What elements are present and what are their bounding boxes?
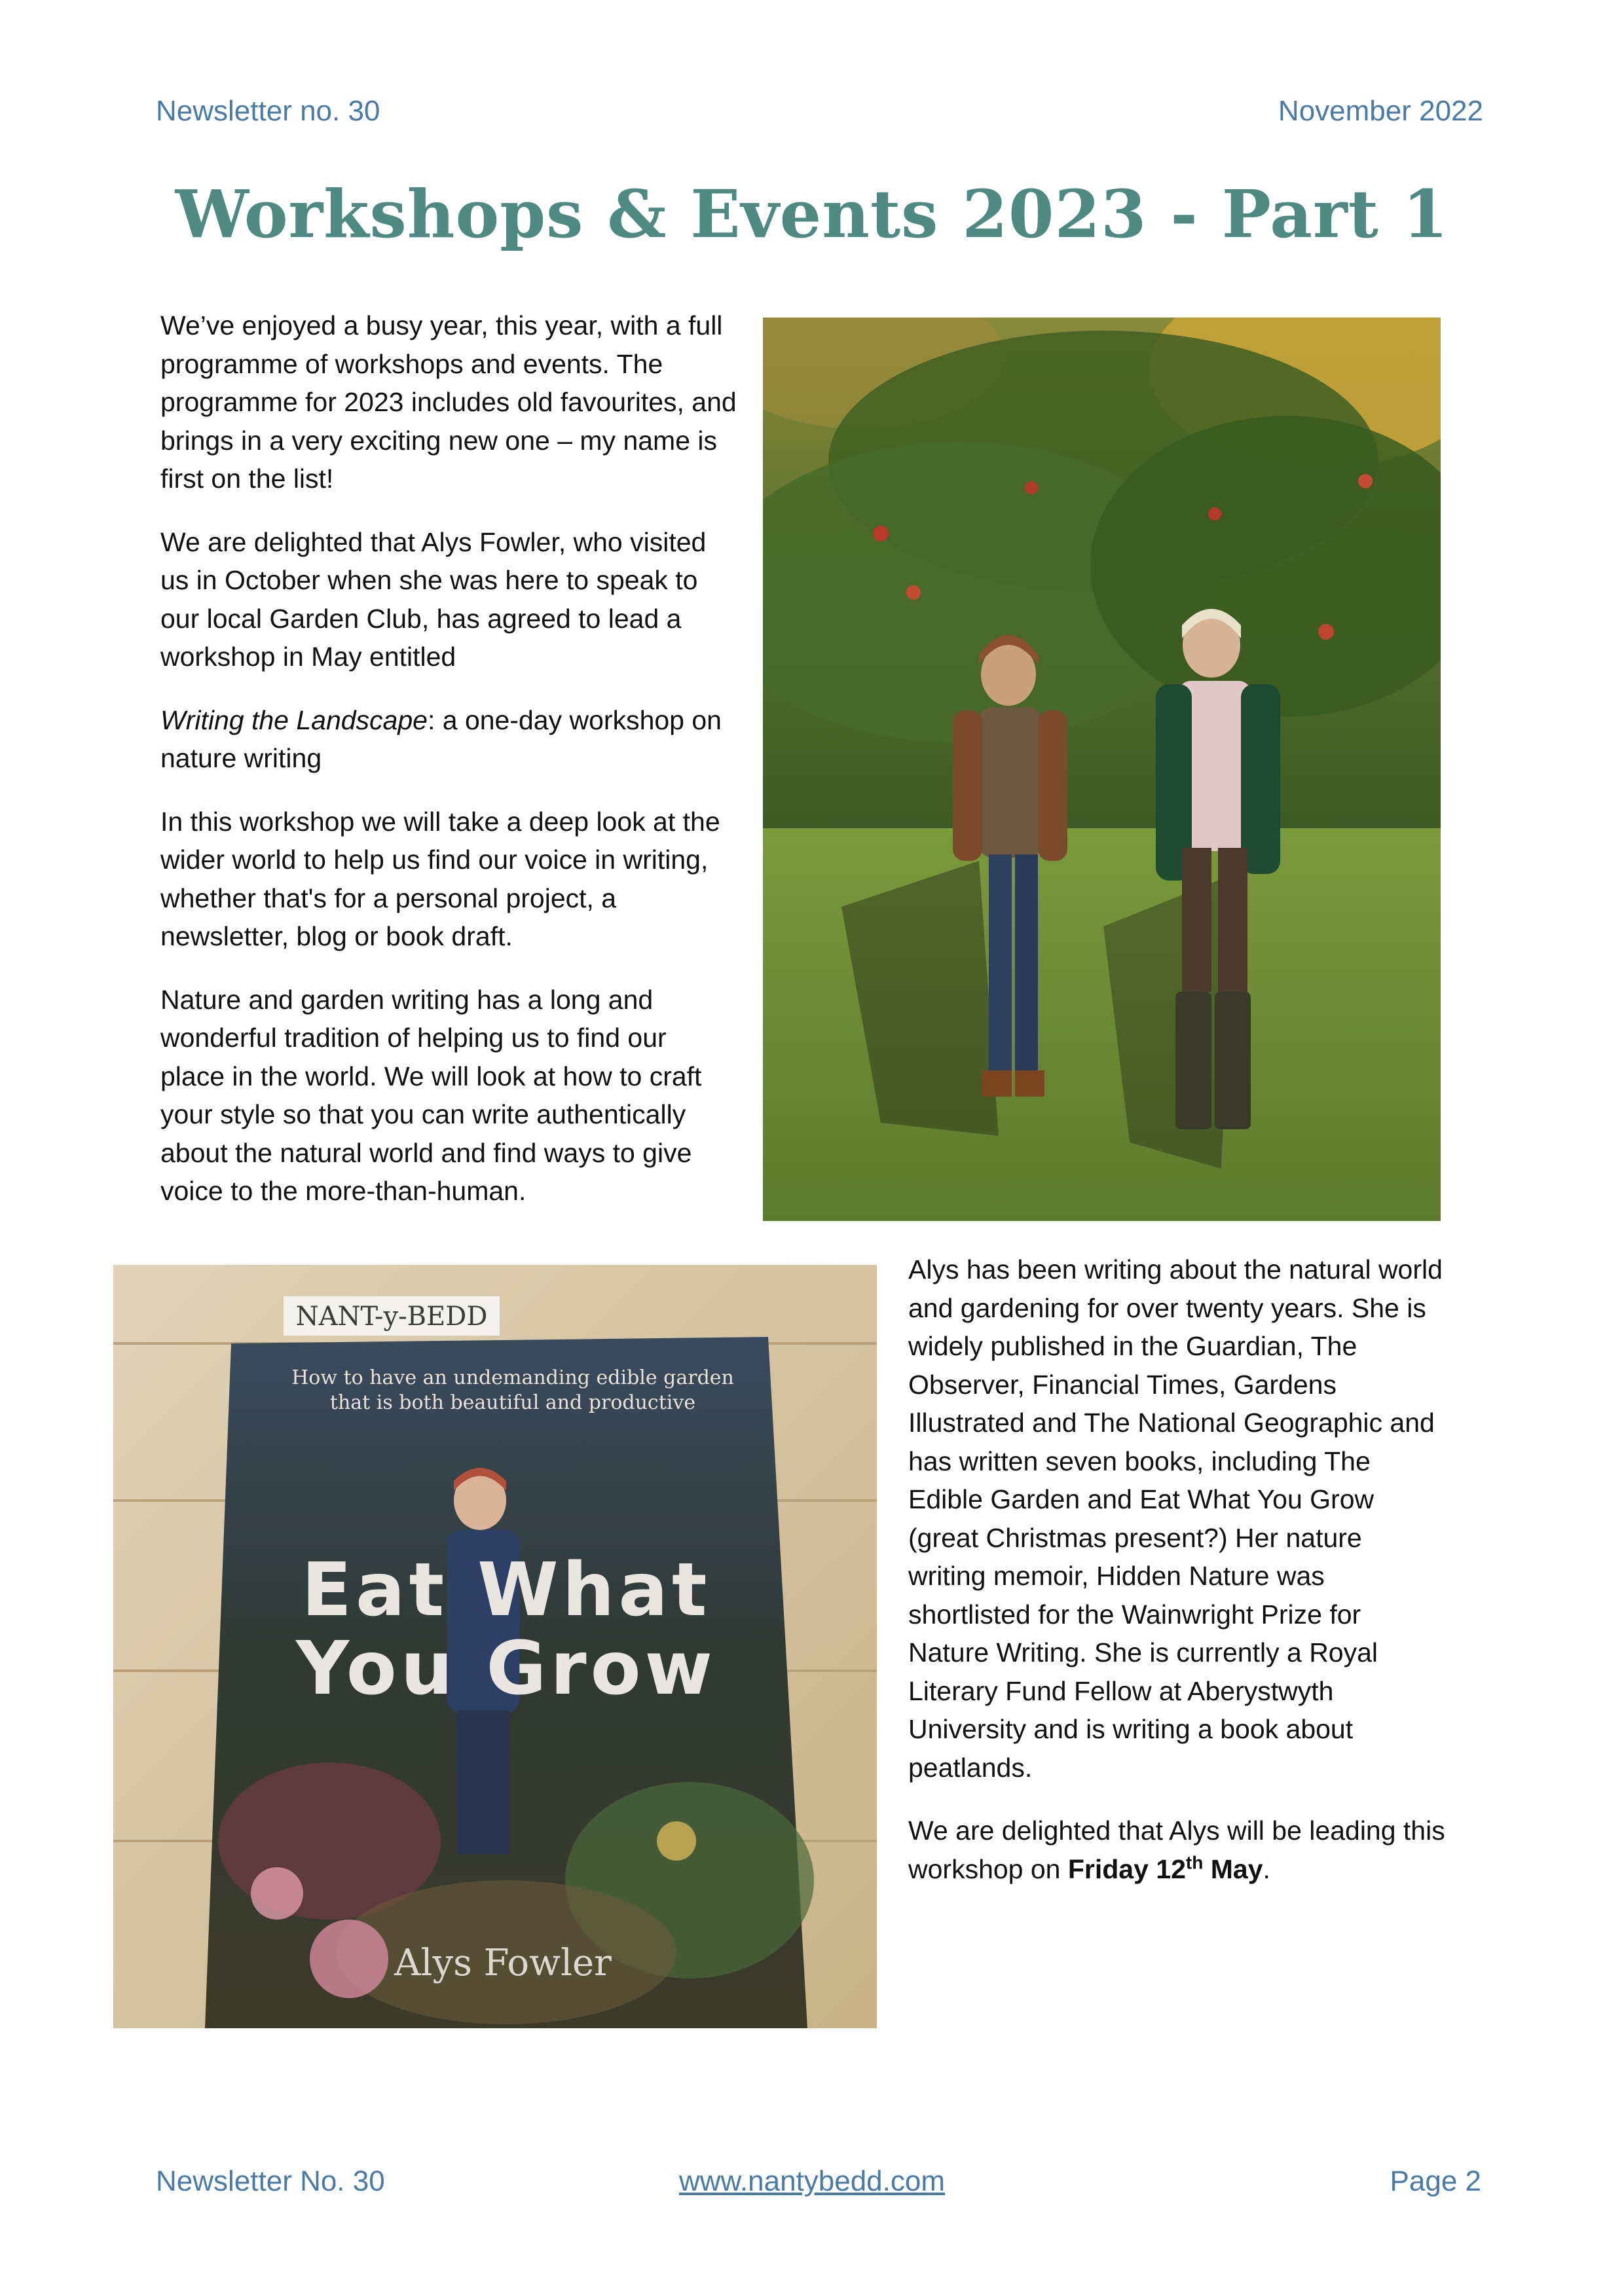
biography-paragraph: Alys has been writing about the natural world and gardening for over twenty years. She is widely published in the Guardian, The Observer, Financial Times, Gardens Illustrated and The National Geographic and has written seven books, including The Edible Garden and Eat What You Grow (great Christmas present?) Her nature writing memoir, Hidden Nature was shortlisted for the Wainwright Prize for Nature Writing. She is currently a Royal Literary Fund Fellow at Aberystwyth University and is writing a book about peatlands. xyxy=(908,1254,1443,1783)
page-title: Workshops & Events 2023 - Part 1 xyxy=(175,175,1449,253)
footer-newsletter-number: Newsletter No. 30 xyxy=(156,2165,385,2197)
date-end-punctuation: . xyxy=(1263,1853,1270,1884)
date-ordinal-suffix: th xyxy=(1185,1851,1204,1872)
book-author-name: Alys Fowler xyxy=(394,1942,612,1984)
book-label-text: NANT-y-BEDD xyxy=(295,1302,488,1332)
nature-writing-paragraph: Nature and garden writing has a long and wonderful tradition of helping us to find our place in the world. We will look at how to craft your style so that you can write authentically about the natural world and find ways to give voice to the more-than-human. xyxy=(160,984,702,1206)
workshop-day: Friday 12 xyxy=(1067,1853,1186,1884)
book-tagline-line-2: that is both beautiful and productive xyxy=(329,1391,696,1414)
book-tagline-line-1: How to have an undemanding edible garden xyxy=(291,1366,734,1389)
footer-website-container xyxy=(0,2165,1624,2198)
workshop-date-paragraph xyxy=(908,1812,1445,1888)
footer-page-number: Page 2 xyxy=(1390,2165,1481,2197)
book-photo xyxy=(113,1265,877,2028)
announcement-paragraph: We are delighted that Alys Fowler, who visited us in October when she was here to speak to our local Garden Club, has agreed to lead a workshop in May entitled xyxy=(160,526,707,672)
header-newsletter-number: Newsletter no. 30 xyxy=(156,95,380,127)
workshop-name-paragraph xyxy=(160,701,737,778)
workshop-subtitle: : a one-day workshop on nature writing xyxy=(160,704,722,773)
right-text-column xyxy=(908,1250,1445,1913)
garden-photo xyxy=(763,318,1441,1221)
workshop-month: May xyxy=(1210,1853,1263,1884)
workshop-description-paragraph: In this workshop we will take a deep look at the wider world to help us find our voice in writing, whether that's for a personal project, a newsletter, blog or book draft. xyxy=(160,806,720,951)
intro-paragraph: We’ve enjoyed a busy year, this year, with a full programme of workshops and events. The programme for 2023 includes old favourites, and brings in a very exciting new one – my name is first on the list! xyxy=(160,310,737,494)
date-intro-text: We are delighted that Alys will be leading this workshop on xyxy=(908,1815,1445,1884)
workshop-title: Writing the Landscape xyxy=(160,704,428,735)
footer-website-link[interactable]: www.nantybedd.com xyxy=(679,2165,945,2197)
header-date: November 2022 xyxy=(1278,95,1483,127)
book-title-line-2: You Grow xyxy=(295,1626,717,1711)
left-text-column xyxy=(160,306,737,1235)
book-title-line-1: Eat What xyxy=(301,1548,711,1633)
